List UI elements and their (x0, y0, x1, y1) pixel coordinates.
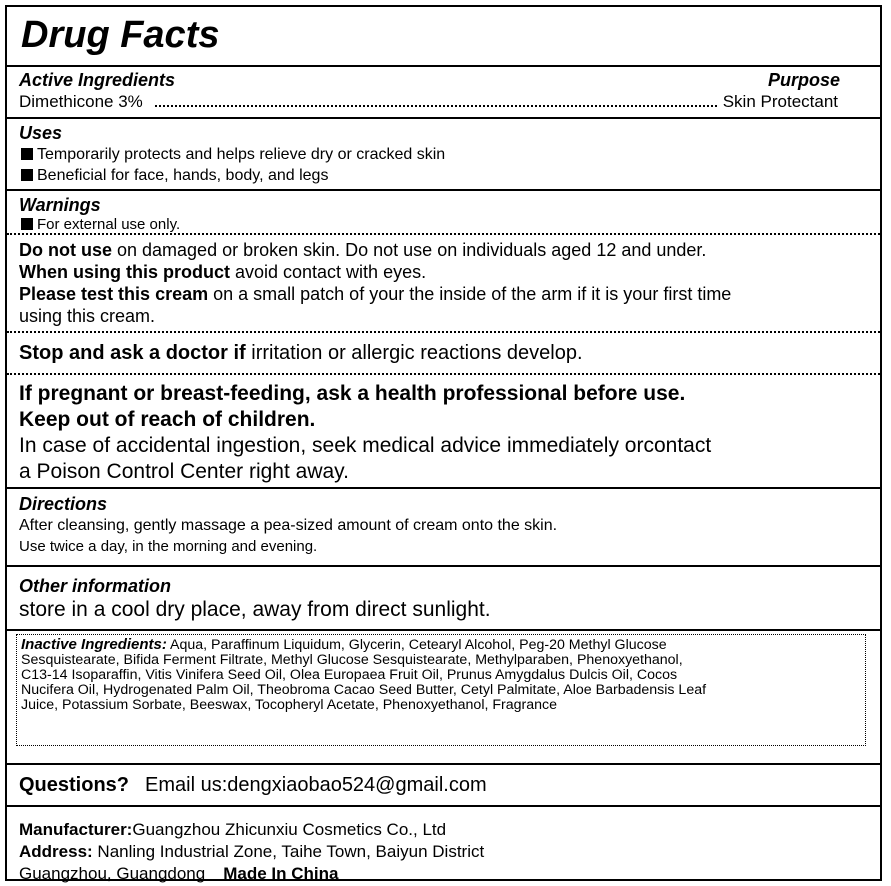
active-ingredients-heading: Active Ingredients (19, 70, 176, 90)
manufacturer-label: Manufacturer: (19, 820, 133, 839)
bullet-square-icon (21, 218, 33, 230)
directions-line: After cleansing, gently massage a pea-sized amount of cream onto the skin. (19, 517, 558, 534)
directions-section (7, 487, 880, 565)
other-info-heading: Other information (19, 576, 171, 596)
test-cream-line: Please test this cream on a small patch of your the inside of the arm if it is your first time (19, 284, 732, 304)
leader-dots (155, 105, 717, 107)
warnings-heading: Warnings (19, 195, 101, 215)
stop-ask-doctor-section (7, 331, 880, 375)
other-info-section (7, 565, 880, 629)
warnings-section (7, 189, 880, 235)
do-not-use-line: Do not use on damaged or broken skin. Do not use on individuals aged 12 and under. (19, 240, 707, 260)
address-line-2: Guangzhou, Guangdong Made In China (19, 864, 339, 883)
test-cream-line-2: using this cream. (19, 306, 156, 326)
storage-text: store in a cool dry place, away from direct sunlight. (19, 598, 491, 621)
address-line: Address: Nanling Industrial Zone, Taihe Town, Baiyun District (19, 842, 485, 861)
active-ingredient-line (19, 91, 880, 112)
inactive-ingredients-section (7, 629, 880, 765)
uses-item: Beneficial for face, hands, body, and legs (19, 165, 880, 186)
uses-item: Temporarily protects and helps relieve dry or cracked skin (19, 144, 880, 165)
directions-heading: Directions (19, 494, 108, 514)
made-in-label: Made In China (223, 864, 339, 883)
inactive-line: Nucifera Oil, Hydrogenated Palm Oil, Theobroma Cacao Seed Butter, Cetyl Palmitate, Aloe Barbadensis Leaf (21, 682, 707, 698)
inactive-line: Juice, Potassium Sorbate, Beeswax, Tocopheryl Acetate, Phenoxyethanol, Fragrance (21, 697, 558, 713)
questions-label: Questions? (19, 774, 130, 796)
keep-out-of-reach: Keep out of reach of children. (19, 408, 316, 431)
warnings-details (7, 233, 880, 333)
directions-line-2: Use twice a day, in the morning and evening. (19, 538, 318, 555)
purpose-heading: Purpose (767, 70, 840, 90)
bullet-square-icon (21, 148, 33, 160)
page-title: Drug Facts (21, 14, 220, 56)
external-use-note: For external use only. (19, 216, 880, 234)
manufacturer-line (19, 819, 880, 841)
purpose-value: Skin Protectant (722, 92, 838, 111)
active-ingredient: Dimethicone 3% (19, 92, 143, 111)
questions-section (7, 763, 880, 807)
active-ingredients-section (7, 65, 880, 117)
uses-section (7, 117, 880, 189)
drug-facts-panel (5, 5, 882, 881)
inactive-line: Sesquistearate, Bifida Ferment Filtrate, Methyl Glucose Sesquistearate, Methylparaben, Phenoxyethanol, (21, 652, 683, 668)
stop-ask-doctor-line: Stop and ask a doctor if irritation or allergic reactions develop. (19, 342, 583, 364)
inactive-line: C13-14 Isoparaffin, Vitis Vinifera Seed Oil, Olea Europaea Fruit Oil, Prunus Amygdalus Dulcis Oil, Cocos (21, 667, 678, 683)
pregnancy-warning: If pregnant or breast-feeding, ask a health professional before use. (19, 382, 686, 405)
title-section (7, 13, 880, 67)
bullet-square-icon (21, 169, 33, 181)
ingestion-line-2: a Poison Control Center right away. (19, 460, 349, 483)
uses-heading: Uses (19, 123, 63, 143)
when-using-line: When using this product avoid contact with eyes. (19, 262, 427, 282)
ingestion-line: In case of accidental ingestion, seek medical advice immediately orcontact (19, 434, 712, 457)
inactive-line: Aqua, Paraffinum Liquidum, Glycerin, Cetearyl Alcohol, Peg-20 Methyl Glucose (166, 637, 667, 653)
pregnancy-section (7, 373, 880, 489)
inactive-ingredients-box (16, 634, 866, 746)
inactive-ingredients-heading: Inactive Ingredients: (21, 636, 167, 653)
manufacturer-name: Guangzhou Zhicunxiu Cosmetics Co., Ltd (132, 820, 447, 839)
manufacturer-section (7, 805, 880, 881)
address-label: Address: (19, 842, 93, 861)
email-link[interactable]: Email us:dengxiaobao524@gmail.com (145, 774, 487, 796)
